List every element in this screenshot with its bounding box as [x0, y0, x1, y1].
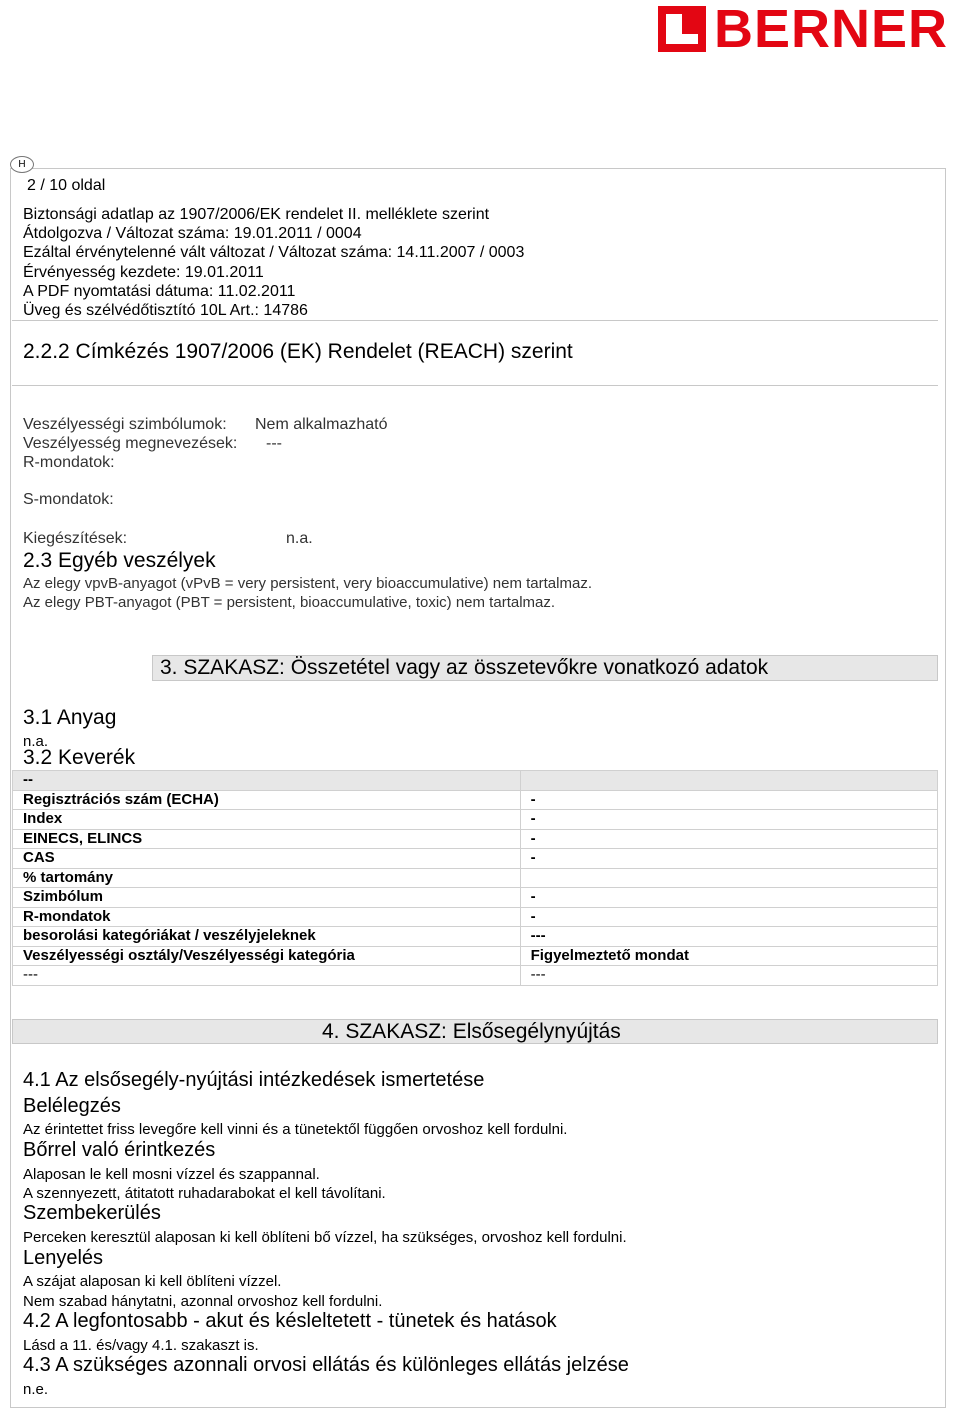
symbols-value: Nem alkalmazható [255, 416, 388, 433]
ingestion-text-1: A szájat alaposan ki kell öblíteni vízzel. [23, 1273, 282, 1290]
section4-title: 4. SZAKASZ: Elsősegélynyújtás [322, 1020, 621, 1043]
vpvb-text: Az elegy vpvB-anyagot (vPvB = very persistent, very bioaccumulative) nem tartalmaz. [23, 575, 592, 592]
header-divider [12, 320, 938, 321]
meta-line-4: Érvényesség kezdete: 19.01.2011 [23, 264, 264, 281]
table-row [13, 946, 938, 966]
meta-line-2: Átdolgozva / Változat száma: 19.01.2011 / 0004 [23, 225, 362, 242]
eye-contact-heading: Szembekerülés [23, 1202, 161, 1224]
treatment-text: n.e. [23, 1381, 49, 1398]
supplements-label: Kiegészítések: [23, 530, 128, 547]
symptoms-heading: 4.2 A legfontosabb - akut és késleltetett - tünetek és hatások [23, 1310, 557, 1332]
skin-contact-heading: Bőrrel való érintkezés [23, 1139, 216, 1161]
eye-contact-text: Perceken keresztül alaposan ki kell öblíteni bő vízzel, ha szükséges, orvoshoz kell fordulni. [23, 1229, 627, 1246]
symptoms-text: Lásd a 11. és/vagy 4.1. szakaszt is. [23, 1337, 259, 1354]
table-cell-value: Figyelmeztető mondat [520, 946, 937, 966]
table-row [13, 907, 938, 927]
supplements-value: n.a. [286, 530, 313, 547]
table-cell-label: Veszélyességi osztály/Veszélyességi kategória [13, 946, 521, 966]
substance-heading: 3.1 Anyag [23, 706, 117, 729]
table-row [13, 810, 938, 830]
table-row [13, 849, 938, 869]
table-cell-value: - [520, 790, 937, 810]
pbt-text: Az elegy PBT-anyagot (PBT = persistent, bioaccumulative, toxic) nem tartalmaz. [23, 594, 556, 611]
table-row [13, 829, 938, 849]
page-number: 2 / 10 oldal [27, 177, 106, 194]
berner-logo [658, 0, 958, 59]
table-cell-label: CAS [13, 849, 521, 869]
table-cell-value: - [520, 810, 937, 830]
table-row [13, 790, 938, 810]
table-cell-label: Szimbólum [13, 888, 521, 908]
substance-value: n.a. [23, 733, 49, 750]
r-phrases-label: R-mondatok: [23, 454, 115, 471]
treatment-heading: 4.3 A szükséges azonnali orvosi ellátás és különleges ellátás jelzése [23, 1354, 629, 1376]
table-header-cell: -- [13, 771, 521, 791]
designation-label: Veszélyesség megnevezések: [23, 435, 238, 452]
designation-value: --- [266, 435, 282, 452]
labeling-divider [12, 385, 938, 386]
other-hazards-heading: 2.3 Egyéb veszélyek [23, 549, 216, 572]
first-aid-measures-heading: 4.1 Az elsősegély-nyújtási intézkedések ismertetése [23, 1069, 485, 1091]
section4-title-bar [12, 1019, 938, 1044]
table-cell-value: - [520, 888, 937, 908]
table-header-cell [520, 771, 937, 791]
meta-line-6: Üveg és szélvédőtisztító 10L Art.: 14786 [23, 302, 308, 319]
table-row [13, 927, 938, 947]
section3-title: 3. SZAKASZ: Összetétel vagy az összetevőkre vonatkozó adatok [160, 656, 769, 679]
meta-line-5: A PDF nyomtatási dátuma: 11.02.2011 [23, 283, 296, 300]
table-cell-label: Index [13, 810, 521, 830]
meta-line-3: Ezáltal érvénytelenné vált változat / Változat száma: 14.11.2007 / 0003 [23, 244, 525, 261]
ingestion-text-2: Nem szabad hánytatni, azonnal orvoshoz kell fordulni. [23, 1293, 383, 1310]
meta-line-1: Biztonsági adatlap az 1907/2006/EK rendelet II. melléklete szerint [23, 206, 490, 223]
table-cell-value: - [520, 849, 937, 869]
ingestion-heading: Lenyelés [23, 1247, 104, 1269]
inhalation-heading: Belélegzés [23, 1095, 121, 1117]
table-row [13, 868, 938, 888]
table-row [13, 888, 938, 908]
labeling-heading: 2.2.2 Címkézés 1907/2006 (EK) Rendelet (REACH) szerint [23, 340, 573, 363]
mixture-heading: 3.2 Keverék [23, 746, 136, 769]
table-cell-value: --- [520, 927, 937, 947]
language-badge: H [10, 156, 34, 173]
table-cell-label: EINECS, ELINCS [13, 829, 521, 849]
table-cell-label: R-mondatok [13, 907, 521, 927]
berner-logo-mark-icon [658, 6, 706, 52]
table-cell-label: besorolási kategóriákat / veszélyjeleknek [13, 927, 521, 947]
table-cell-label: % tartomány [13, 868, 521, 888]
table-cell-value: - [520, 829, 937, 849]
brand-name: BERNER [714, 0, 949, 59]
skin-contact-text-2: A szennyezett, átitatott ruhadarabokat el kell távolítani. [23, 1185, 386, 1202]
symbols-label: Veszélyességi szimbólumok: [23, 416, 227, 433]
skin-contact-text-1: Alaposan le kell mosni vízzel és szappannal. [23, 1166, 320, 1183]
composition-table [12, 770, 938, 986]
table-cell-value: - [520, 907, 937, 927]
table-cell-label: --- [13, 966, 521, 986]
table-row [13, 966, 938, 986]
inhalation-text: Az érintettet friss levegőre kell vinni és a tünetektől függően orvoshoz kell fordulni. [23, 1121, 568, 1138]
s-phrases-label: S-mondatok: [23, 491, 114, 508]
table-cell-value: --- [520, 966, 937, 986]
table-header-row [13, 771, 938, 791]
table-cell-value [520, 868, 937, 888]
table-cell-label: Regisztrációs szám (ECHA) [13, 790, 521, 810]
section3-title-bar [152, 655, 938, 681]
